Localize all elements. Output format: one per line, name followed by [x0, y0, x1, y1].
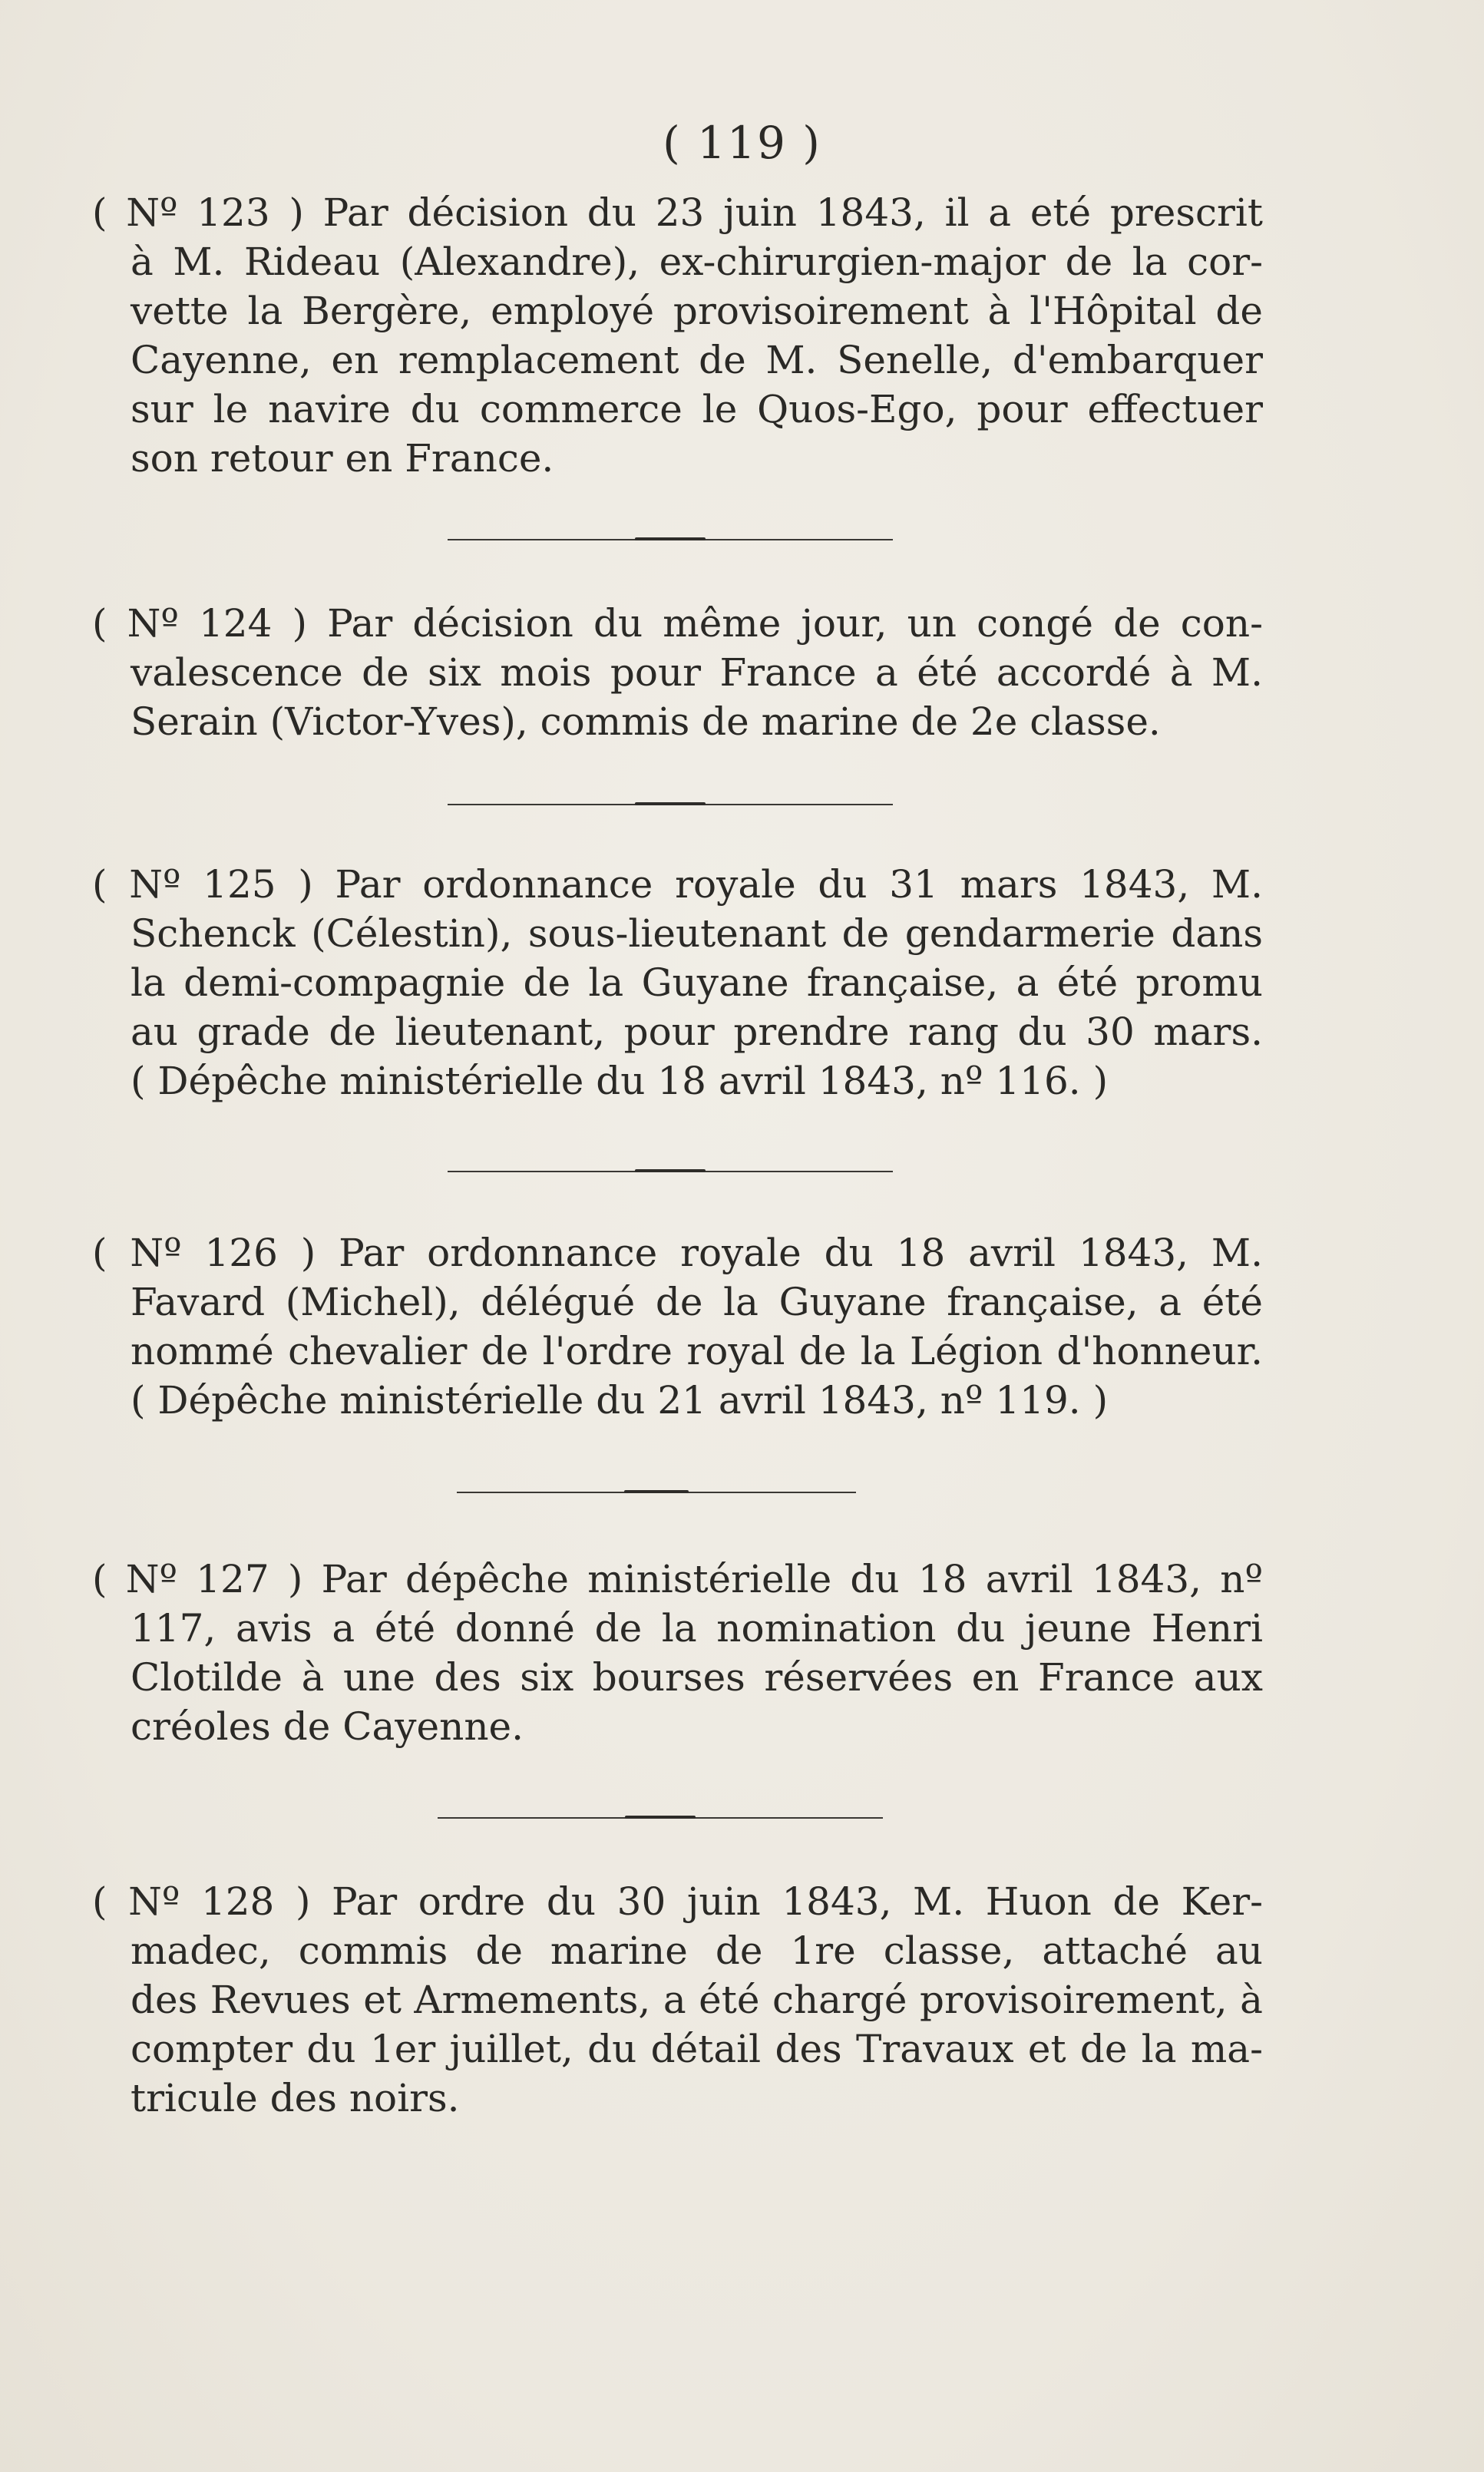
entry-line: valescence de six mois pour France a été accordé à M. [131, 650, 1263, 695]
section-divider [438, 1817, 883, 1819]
entry-line: sur le navire du commerce le Quos-Ego, pour effectuer [131, 387, 1263, 431]
entry-127 [92, 1555, 1263, 1751]
page-number: ( 119 ) [663, 117, 821, 169]
entry-line: ( Dépêche ministérielle du 18 avril 1843, nº 116. ) [131, 1059, 1109, 1103]
entry-line: Clotilde à une des six bourses réservées en France aux [131, 1655, 1263, 1700]
entry-line: 117, avis a été donné de la nomination du jeune Henri [131, 1606, 1263, 1651]
section-divider [448, 804, 893, 805]
section-divider [448, 539, 893, 540]
entry-line: ( Nº 128 ) Par ordre du 30 juin 1843, M. Huon de Ker- [92, 1879, 1263, 1924]
entry-line: au grade de lieutenant, pour prendre rang du 30 mars. [131, 1010, 1263, 1054]
entry-line: nommé chevalier de l'ordre royal de la Légion d'honneur. [131, 1329, 1263, 1373]
entry-line: ( Nº 127 ) Par dépêche ministérielle du 18 avril 1843, nº [92, 1557, 1263, 1601]
entry-line: ( Nº 126 ) Par ordonnance royale du 18 avril 1843, M. [92, 1231, 1263, 1275]
entry-line: ( Nº 123 ) Par décision du 23 juin 1843, il a eté prescrit [92, 190, 1263, 235]
entry-125 [92, 860, 1263, 1105]
entry-line: ( Dépêche ministérielle du 21 avril 1843, nº 119. ) [131, 1378, 1109, 1423]
entry-line: Schenck (Célestin), sous-lieutenant de gendarmerie dans [131, 911, 1263, 956]
entry-line: madec, commis de marine de 1re classe, attaché au [131, 1928, 1263, 1973]
entry-line: des Revues et Armements, a été chargé provisoirement, à [131, 1978, 1263, 2022]
entry-128 [92, 1877, 1263, 2123]
entry-line: compter du 1er juillet, du détail des Travaux et de la ma- [131, 2027, 1263, 2071]
entry-line: vette la Bergère, employé provisoirement à l'Hôpital de [131, 289, 1263, 333]
entry-line: tricule des noirs. [131, 2076, 460, 2120]
entry-line: Cayenne, en remplacement de M. Senelle, d'embarquer [131, 338, 1263, 382]
entry-line: créoles de Cayenne. [131, 1704, 524, 1749]
entry-line: ( Nº 125 ) Par ordonnance royale du 31 mars 1843, M. [92, 862, 1263, 907]
entry-124 [92, 599, 1263, 746]
section-divider [457, 1492, 856, 1493]
entry-line: Favard (Michel), délégué de la Guyane française, a été [131, 1280, 1263, 1324]
entry-line: ( Nº 124 ) Par décision du même jour, un congé de con- [92, 601, 1263, 646]
entry-126 [92, 1228, 1263, 1425]
entry-line: la demi-compagnie de la Guyane française, a été promu [131, 960, 1263, 1005]
entry-line: à M. Rideau (Alexandre), ex-chirurgien-major de la cor- [131, 240, 1263, 284]
entry-123 [92, 188, 1263, 483]
section-divider [448, 1171, 893, 1172]
entry-line: Serain (Victor-Yves), commis de marine de 2e classe. [131, 699, 1161, 744]
entry-line: son retour en France. [131, 436, 554, 481]
